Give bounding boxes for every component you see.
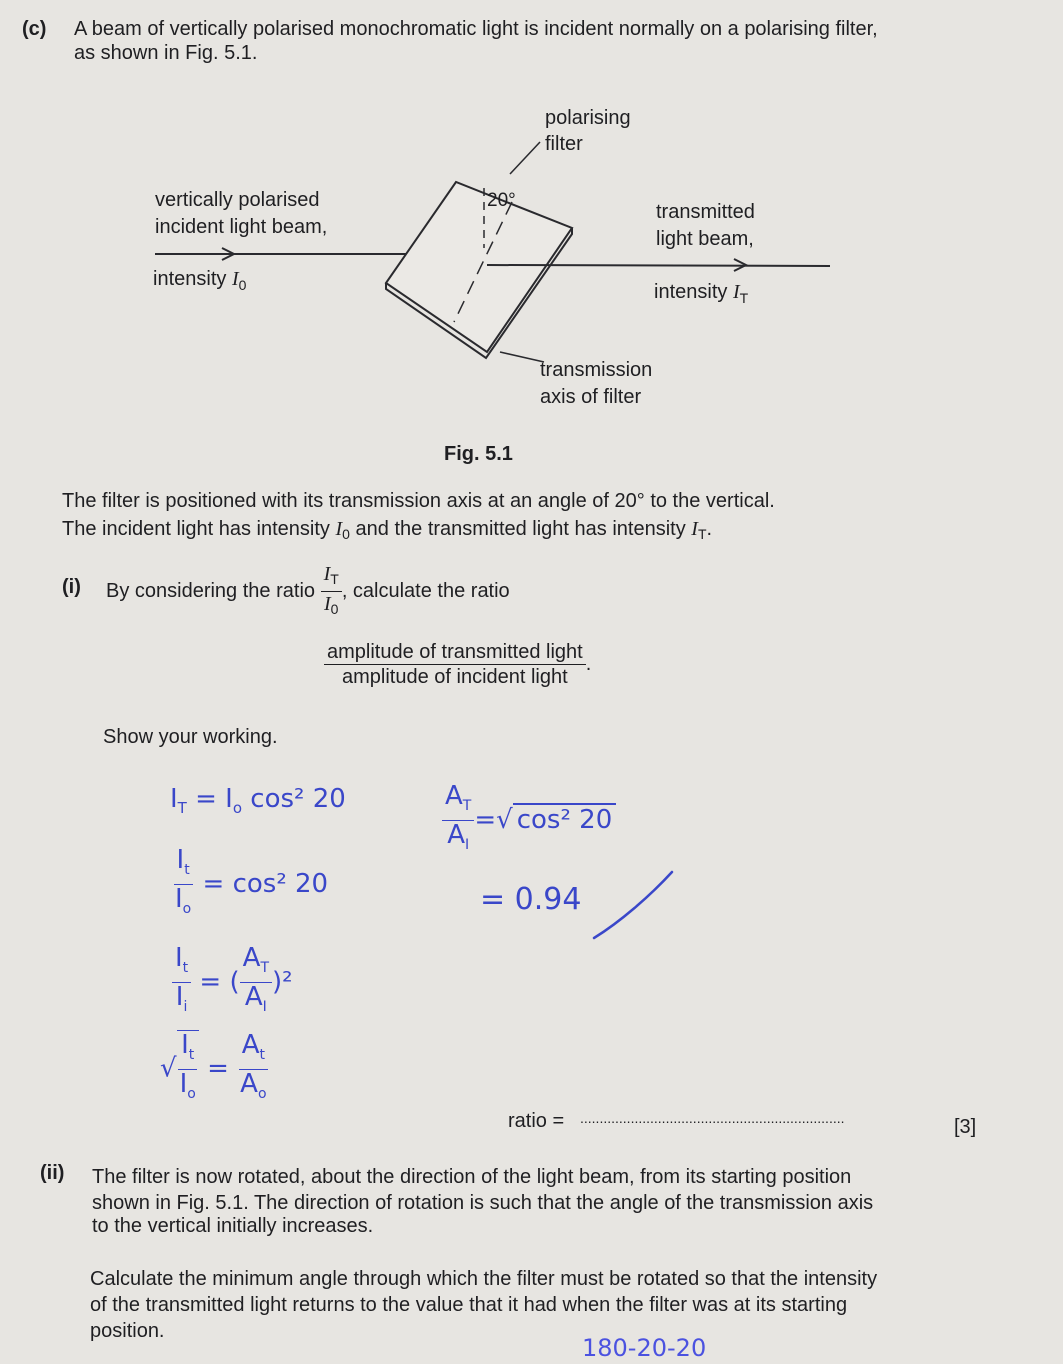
incident-intensity-label: intensity $I_0$	[153, 268, 247, 293]
part-i-label: (i)	[62, 576, 81, 598]
figure-caption: Fig. 5.1	[444, 443, 513, 465]
intensity-ratio-fraction: $\frac{I_T}{I_0}$	[321, 562, 342, 621]
part-ii-line-1: The filter is now rotated, about the direction of the light beam, from its starting position	[92, 1166, 852, 1188]
part-ii-label: (ii)	[40, 1162, 65, 1184]
amplitude-ratio-fraction: $\frac{\text{amplitude of transmitted light}}{\text{amplitude of incident light}}$ .	[324, 640, 591, 689]
tick-mark-icon	[590, 866, 680, 946]
polarising-filter-plate	[386, 182, 572, 352]
part-c-label: (c)	[22, 18, 47, 40]
transmitted-beam-line	[487, 265, 830, 266]
transmitted-label-2: light beam,	[656, 228, 754, 250]
ratio-answer-label: ratio =	[508, 1110, 565, 1132]
part-i-marks: [3]	[954, 1116, 977, 1138]
transmission-axis-label-2: axis of filter	[540, 386, 642, 408]
transmission-axis-label-1: transmission	[540, 359, 653, 381]
hand-working-line-2: $\frac{I_t}{I_o}$ = cos² 20	[175, 845, 329, 918]
polarising-label: polarising	[545, 107, 631, 129]
part-ii-line-4: Calculate the minimum angle through which the filter must be rotated so that the intensity	[90, 1268, 878, 1290]
statement-line-1: The filter is positioned with its transmission axis at an angle of 20° to the vertical.	[62, 490, 775, 512]
incident-label-2: incident light beam,	[155, 216, 328, 238]
transmitted-label-1: transmitted	[656, 201, 755, 223]
angle-label: 20°	[487, 190, 516, 211]
statement-line-2: The incident light has intensity $I_0$ and the transmitted light has intensity $I_T$.	[62, 518, 713, 542]
filter-pointer-line	[510, 142, 540, 174]
axis-pointer-line	[500, 352, 544, 362]
incident-label-1: vertically polarised	[155, 189, 320, 211]
part-ii-line-5: of the transmitted light returns to the value that it had when the filter was at its starting	[90, 1294, 848, 1316]
show-working: Show your working.	[103, 726, 278, 748]
hand-working-right-1: $\frac{A_T}{A_I}$ =√ cos² 20	[442, 782, 616, 859]
part-i-prompt: By considering the ratio $\frac{I_T}{I_0}$ , calculate the ratio	[106, 562, 510, 621]
hand-working-result: = 0.94	[480, 882, 582, 917]
transmitted-intensity-label: intensity $I_T$	[654, 281, 749, 306]
ratio-answer-field[interactable]: ....................................................................	[580, 1110, 845, 1126]
hand-working-part-ii: 180-20-20	[582, 1334, 707, 1362]
part-ii-line-2: shown in Fig. 5.1. The direction of rotation is such that the angle of the transmission axis	[92, 1192, 874, 1214]
part-c-line-1: A beam of vertically polarised monochromatic light is incident normally on a polarising filter,	[74, 18, 878, 40]
figure-5-1	[0, 90, 1063, 470]
part-ii-line-6: position.	[90, 1320, 165, 1342]
hand-working-line-1: $I_T = I_o$ cos² 20	[170, 784, 346, 818]
filter-label: filter	[545, 133, 583, 155]
hand-working-line-3: $\frac{I_t}{I_i}$ = ( $\frac{A_T}{A_I}$ )²	[172, 944, 293, 1021]
part-ii-line-3: to the vertical initially increases.	[92, 1215, 374, 1237]
hand-working-line-4: √ $\frac{I_t}{I_o}$ = $\frac{A_t}{A_o}$	[160, 1030, 270, 1108]
part-c-line-2: as shown in Fig. 5.1.	[74, 42, 258, 64]
